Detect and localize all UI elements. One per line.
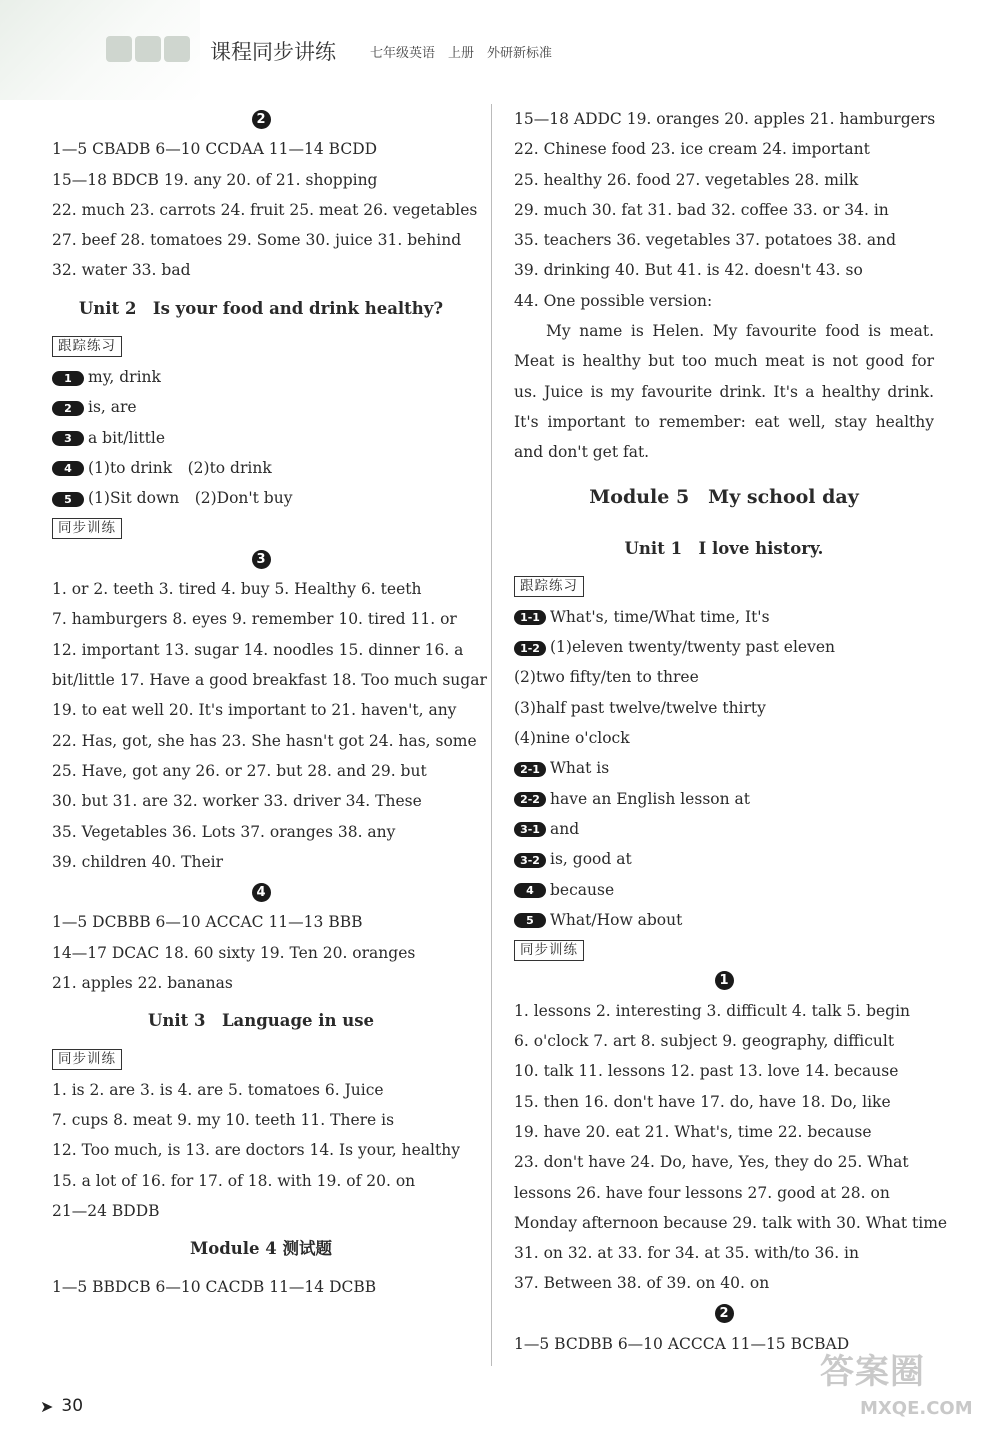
answer-line: 25. Have, got any 26. or 27. but 28. and 29. but: [52, 761, 427, 780]
item-text: and: [550, 819, 580, 838]
test-heading: Module 4 测试题: [189, 1239, 333, 1259]
section-badge-row: [514, 1299, 934, 1329]
answer-line: 39. drinking 40. But 41. is 42. doesn't 43. so: [514, 261, 863, 280]
item-text: (2)two fifty/ten to three: [514, 668, 699, 687]
practice-item: [52, 423, 470, 453]
answer-line: 29. much 30. fat 31. bad 32. coffee 33. or 34. in: [514, 200, 889, 219]
section-label: [52, 332, 470, 362]
answer-line: 22. much 23. carrots 24. fruit 25. meat 26. vegetables: [52, 200, 478, 219]
genzong-label: 跟踪练习: [52, 336, 122, 357]
item-tag: 2: [52, 401, 84, 416]
answer-line: 37. Between 38. of 39. on 40. on: [514, 1274, 770, 1293]
watermark-logo: 答案圈: [820, 1352, 925, 1392]
item-text: What's, time/What time, It's: [550, 607, 770, 626]
practice-item: [52, 453, 470, 483]
watermark-url: MXQE.COM: [860, 1398, 973, 1419]
section-number-badge: 4: [252, 883, 271, 902]
item-tag: 1: [52, 371, 84, 386]
logo-char-2: [135, 36, 161, 62]
section-number-badge: 2: [715, 1304, 734, 1323]
practice-item: [514, 723, 934, 753]
unit-heading: Unit 3 Language in use: [147, 1011, 375, 1031]
item-tag: 3: [52, 431, 84, 446]
practice-item: [52, 362, 470, 392]
page-number: 30: [61, 1396, 84, 1416]
arrow-icon: ➤: [40, 1396, 54, 1416]
section-label: [52, 514, 470, 544]
item-tag: 5: [52, 492, 84, 507]
answer-line: bit/little 17. Have a good breakfast 18. Too much sugar: [52, 671, 487, 690]
item-text: (1)to drink (2)to drink: [88, 458, 272, 477]
answer-line: 44. One possible version:: [514, 291, 713, 310]
item-text: is, good at: [550, 850, 632, 869]
item-tag: 2-2: [514, 792, 546, 807]
item-tag: 1-2: [514, 641, 546, 656]
practice-item: [514, 753, 934, 783]
answer-line: 35. Vegetables 36. Lots 37. oranges 38. any: [52, 822, 396, 841]
item-tag: 5: [514, 913, 546, 928]
answer-line: 15. then 16. don't have 17. do, have 18. Do, like: [514, 1092, 891, 1111]
section-number-badge: 1: [715, 971, 734, 990]
column-divider: [491, 104, 492, 1366]
answer-line: 22. Has, got, she has 23. She hasn't got 24. has, some: [52, 731, 477, 750]
item-text: What is: [550, 759, 610, 778]
practice-item: [514, 693, 934, 723]
answer-line: 6. o'clock 7. art 8. subject 9. geography, difficult: [514, 1032, 895, 1051]
section-badge-row: [52, 877, 470, 907]
item-text: a bit/little: [88, 428, 166, 447]
answer-line: lessons 26. have four lessons 27. good at 28. on: [514, 1183, 890, 1202]
left-column: [52, 104, 487, 1302]
genzong-label: 跟踪练习: [514, 576, 584, 597]
section-number-badge: 3: [252, 550, 271, 569]
answer-line: Monday afternoon because 29. talk with 30. What time: [514, 1213, 948, 1232]
answer-line: 7. cups 8. meat 9. my 10. teeth 11. There is: [52, 1110, 395, 1129]
answer-line: 12. important 13. sugar 14. noodles 15. dinner 16. a: [52, 640, 464, 659]
item-text: because: [550, 880, 615, 899]
section-badge-row: [514, 965, 934, 995]
answer-line: 25. healthy 26. food 27. vegetables 28. milk: [514, 170, 859, 189]
answer-line: 21—24 BDDB: [52, 1201, 160, 1220]
answer-line: 1—5 BBDCB 6—10 CACDB 11—14 DCBB: [52, 1278, 377, 1297]
item-text: my, drink: [88, 368, 161, 387]
practice-item: [514, 844, 934, 874]
section-number-badge: 2: [252, 110, 271, 129]
section-badge-row: [52, 104, 470, 134]
answer-line: 30. but 31. are 32. worker 33. driver 34. These: [52, 792, 422, 811]
item-text: have an English lesson at: [550, 789, 750, 808]
item-text: What/How about: [550, 910, 683, 929]
logo-char-3: [164, 36, 190, 62]
item-text: (4)nine o'clock: [514, 729, 630, 748]
practice-item: [514, 814, 934, 844]
item-tag: 4: [52, 461, 84, 476]
item-tag: 3-1: [514, 822, 546, 837]
page-header: [0, 0, 1000, 100]
series-logo: [106, 36, 190, 62]
answer-line: 1. is 2. are 3. is 4. are 5. tomatoes 6. Juice: [52, 1080, 384, 1099]
answer-line: 19. have 20. eat 21. What's, time 22. because: [514, 1122, 872, 1141]
answer-line: 14—17 DCAC 18. 60 sixty 19. Ten 20. oranges: [52, 943, 416, 962]
practice-item: [514, 875, 934, 905]
answer-line: 32. water 33. bad: [52, 261, 191, 280]
section-label: [514, 935, 934, 965]
answer-line: 23. don't have 24. Do, have, Yes, they do 25. What: [514, 1153, 909, 1172]
section-label: [52, 1044, 470, 1074]
answer-line: 27. beef 28. tomatoes 29. Some 30. juice 31. behind: [52, 231, 462, 250]
answer-line: 12. Too much, is 13. are doctors 14. Is your, healthy: [52, 1141, 460, 1160]
section-badge-row: [52, 544, 470, 574]
module-heading: Module 5 My school day: [589, 485, 859, 508]
page-footer: [40, 1396, 83, 1416]
right-column: [514, 104, 948, 1359]
practice-item: [514, 784, 934, 814]
item-text: (3)half past twelve/twelve thirty: [514, 698, 766, 717]
answer-line: 31. on 32. at 33. for 34. at 35. with/to 36. in: [514, 1244, 859, 1263]
item-text: (1)Sit down (2)Don't buy: [88, 489, 293, 508]
practice-item: [52, 483, 470, 513]
practice-item: [514, 662, 934, 692]
sample-essay: My name is Helen. My favourite food is meat. Meat is healthy but too much meat is not good for us. Juice is my favourite drink. It's a healthy drink. It's important to remember: eat well, stay healthy and don't get fat.: [514, 322, 934, 462]
answer-line: 7. hamburgers 8. eyes 9. remember 10. tired 11. or: [52, 610, 457, 629]
tongbu-label: 同步训练: [514, 940, 584, 961]
answer-line: 15—18 BDCB 19. any 20. of 21. shopping: [52, 170, 378, 189]
answer-line: 22. Chinese food 23. ice cream 24. important: [514, 140, 870, 159]
answer-line: 10. talk 11. lessons 12. past 13. love 14. because: [514, 1062, 899, 1081]
practice-item: [514, 632, 934, 662]
answer-line: 19. to eat well 20. It's important to 21. haven't, any: [52, 701, 457, 720]
answer-line: 1. lessons 2. interesting 3. difficult 4. talk 5. begin: [514, 1001, 911, 1020]
practice-item: [514, 905, 934, 935]
answer-line: 15. a lot of 16. for 17. of 18. with 19. of 20. on: [52, 1171, 416, 1190]
answer-line: 39. children 40. Their: [52, 852, 224, 871]
answer-line: 35. teachers 36. vegetables 37. potatoes 38. and: [514, 231, 896, 250]
item-tag: 4: [514, 883, 546, 898]
book-title: 课程同步讲练: [210, 40, 336, 64]
answer-line: 15—18 ADDC 19. oranges 20. apples 21. hamburgers: [514, 110, 936, 128]
book-subtitle: 七年级英语 上册 外研新标准: [370, 46, 553, 61]
answer-line: 21. apples 22. bananas: [52, 974, 233, 993]
answer-line: 1—5 CBADB 6—10 CCDAA 11—14 BCDD: [52, 140, 378, 159]
logo-char-1: [106, 36, 132, 62]
answer-line: 1. or 2. teeth 3. tired 4. buy 5. Healthy 6. teeth: [52, 580, 422, 599]
item-text: is, are: [88, 398, 137, 417]
tongbu-label: 同步训练: [52, 1049, 122, 1070]
practice-item: [514, 602, 934, 632]
item-tag: 1-1: [514, 610, 546, 625]
item-tag: 3-2: [514, 853, 546, 868]
item-text: (1)eleven twenty/twenty past eleven: [550, 638, 836, 657]
tongbu-label: 同步训练: [52, 518, 122, 539]
item-tag: 2-1: [514, 762, 546, 777]
practice-item: [52, 392, 470, 422]
answer-line: 1—5 BCDBB 6—10 ACCCA 11—15 BCBAD: [514, 1334, 850, 1353]
unit-heading: Unit 2 Is your food and drink healthy?: [78, 298, 444, 318]
unit-heading: Unit 1 I love history.: [624, 538, 824, 558]
answer-line: 1—5 DCBBB 6—10 ACCAC 11—13 BBB: [52, 913, 363, 932]
section-label: [514, 572, 934, 602]
